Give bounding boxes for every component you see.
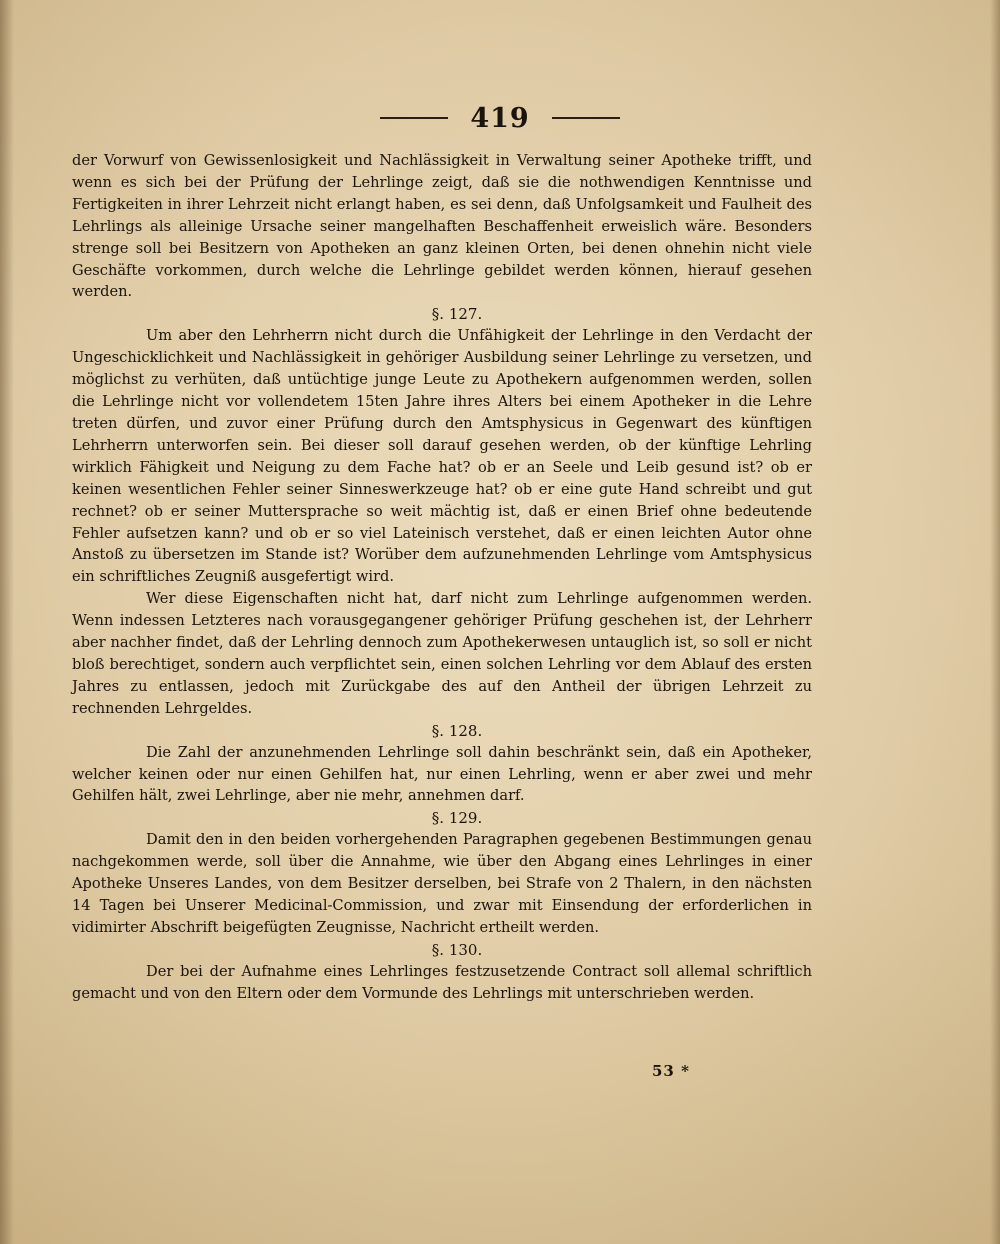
page-shadow-right	[990, 0, 1000, 1244]
page-number: 419	[470, 102, 530, 134]
page-shadow-left	[0, 0, 14, 1244]
paragraph-129: Damit den in den beiden vorhergehenden Paragraphen gegebenen Bestimmungen genau nachgekommen werde, soll über die Annahme, wie über den Abgang eines Lehrlinges in einer Apotheke Unseres Landes, von dem Besitzer derselben, bei Strafe von 2 Thalern, in den nächsten 14 Tagen bei Unserer Medicinal-Commission, und zwar mit Einsendung der erforderlichen in vidimirter Abschrift beigefügten Zeugnisse, Nachricht ertheilt werden.	[72, 831, 812, 936]
paragraph-127-a: Um aber den Lehrherrn nicht durch die Unfähigkeit der Lehrlinge in den Verdacht der Ungeschicklichkeit und Nachlässigkeit in gehöriger Ausbildung seiner Lehrlinge zu versetzen, und möglichst zu verhüten, daß untüchtige junge Leute zu Apothekern aufgenommen werden, sollen die Lehrlinge nicht vor vollendetem 15ten Jahre ihres Alters bei einem Apotheker in die Lehre treten dürfen, und zuvor einer Prüfung durch den Amtsphysicus in Gegenwart des künftigen Lehrherrn unterworfen sein. Bei dieser soll darauf gesehen werden, ob der künftige Lehrling wirklich Fähigkeit und Neigung zu dem Fache hat? ob er an Seele und Leib gesund ist? ob er keinen wesentlichen Fehler seiner Sinneswerkzeuge hat? ob er eine gute Hand schreibt und gut rechnet? ob er seiner Muttersprache so weit mächtig ist, daß er einen Brief ohne bedeutende Fehler aufsetzen kann? und ob er so viel Lateinisch verstehet, daß er einen leichten Autor ohne Anstoß zu übersetzen im Stande ist? Worüber dem aufzunehmenden Lehrlinge vom Amtsphysicus ein schriftliches Zeugniß ausgefertigt wird.	[72, 327, 812, 586]
section-heading-127: §. 127.	[431, 305, 483, 324]
header-rule-left	[380, 117, 448, 119]
header-rule-right	[552, 117, 620, 119]
section-heading-128: §. 128.	[431, 721, 483, 740]
signature-mark: 53 *	[652, 1062, 690, 1080]
body-text	[72, 150, 812, 1005]
paragraph-130: Der bei der Aufnahme eines Lehrlinges festzusetzende Contract soll allemal schriftlich gemacht und von den Eltern oder dem Vormunde des Lehrlings mit unterschrieben werden.	[72, 962, 812, 1002]
section-heading-129: §. 129.	[431, 809, 483, 828]
paragraph-128: Die Zahl der anzunehmenden Lehrlinge soll dahin beschränkt sein, daß ein Apotheker, welcher keinen oder nur einen Gehilfen hat, nur einen Lehrling, wenn er aber zwei und mehr Gehilfen hält, zwei Lehrlinge, aber nie mehr, annehmen darf.	[72, 743, 812, 805]
section-heading-130: §. 130.	[431, 940, 483, 959]
paragraph-continuation: der Vorwurf von Gewissenlosigkeit und Nachlässigkeit in Verwaltung seiner Apotheke trifft, und wenn es sich bei der Prüfung der Lehrlinge zeigt, daß sie die nothwendigen Kenntnisse und Fertigkeiten in ihrer Lehrzeit nicht erlangt haben, es sei denn, daß Unfolgsamkeit und Faulheit des Lehrlings als alleinige Ursache seiner mangelhaften Beschaffenheit erweislich wäre. Besonders strenge soll bei Besitzern von Apotheken an ganz kleinen Orten, bei denen ohnehin nicht viele Geschäfte vorkommen, durch welche die Lehrlinge gebildet werden können, hierauf gesehen werden.	[72, 152, 812, 301]
paragraph-127-b: Wer diese Eigenschaften nicht hat, darf nicht zum Lehrlinge aufgenommen werden. Wenn indessen Letzteres nach vorausgegangener gehöriger Prüfung geschehen ist, der Lehrherr aber nachher findet, daß der Lehrling dennoch zum Apothekerwesen untauglich ist, so soll er nicht bloß berechtiget, sondern auch verpflichtet sein, einen solchen Lehrling vor dem Ablauf des ersten Jahres zu entlassen, jedoch mit Zurückgabe des auf den Antheil der übrigen Lehrzeit zu rechnenden Lehrgeldes.	[72, 590, 812, 717]
page-header	[0, 98, 1000, 138]
